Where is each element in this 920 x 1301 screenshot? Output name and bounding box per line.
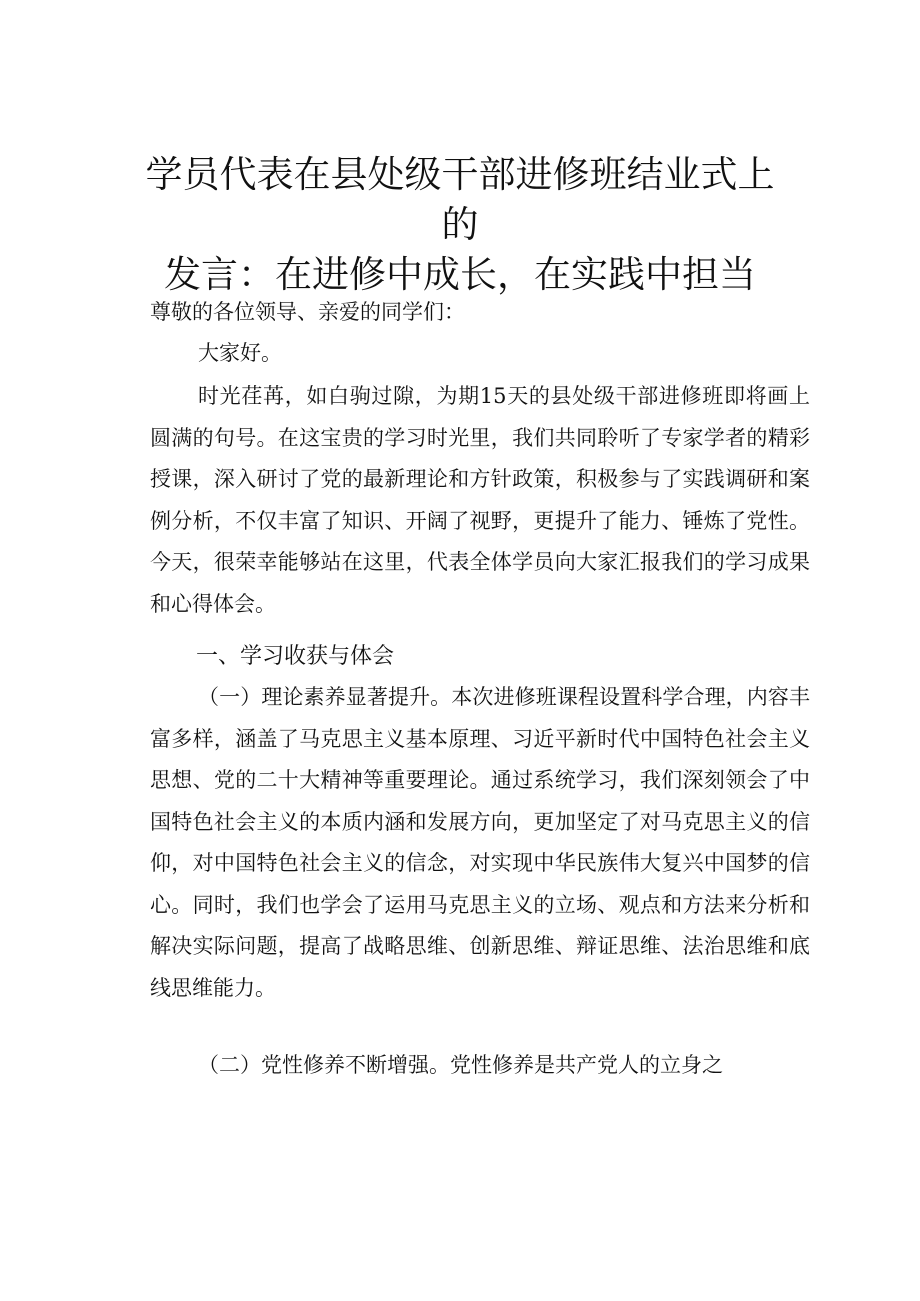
title-line-1: 学员代表在县处级干部进修班结业式上的 — [145, 153, 775, 246]
subsection-2-paragraph: （二）党性修养不断增强。党性修养是共产党人的立身之 — [198, 1053, 723, 1077]
page-title — [130, 150, 790, 300]
subsection-1-paragraph: （一）理论素养显著提升。本次进修班课程设置科学合理，内容丰富多样，涵盖了马克思主义基本原理、习近平新时代中国特色社会主义思想、党的二十大精神等重要理论。通过系统学习，我们深刻领会了中国特色社会主义的本质内涵和发展方向，更加坚定了对马克思主义的信仰，对中国特色社会主义的信念，对实现中华民族伟大复兴中国梦的信心。同时，我们也学会了运用马克思主义的立场、观点和方法来分析和解决实际问题，提高了战略思维、创新思维、辩证思维、法治思维和底线思维能力。 — [150, 685, 810, 1000]
title-line-2: 发言：在进修中成长，在实践中担当 — [164, 253, 756, 296]
hello-line: 大家好。 — [198, 341, 282, 365]
section-heading-1: 一、学习收获与体会 — [196, 644, 395, 669]
greeting: 尊敬的各位领导、亲爱的同学们： — [150, 300, 465, 324]
intro-paragraph: 时光荏苒，如白驹过隙，为期15天的县处级干部进修班即将画上圆满的句号。在这宝贵的学习时光里，我们共同聆听了专家学者的精彩授课，深入研讨了党的最新理论和方针政策，积极参与了实践调研和案例分析，不仅丰富了知识、开阔了视野，更提升了能力、锤炼了党性。今天，很荣幸能够站在这里，代表全体学员向大家汇报我们的学习成果和心得体会。 — [150, 384, 810, 616]
